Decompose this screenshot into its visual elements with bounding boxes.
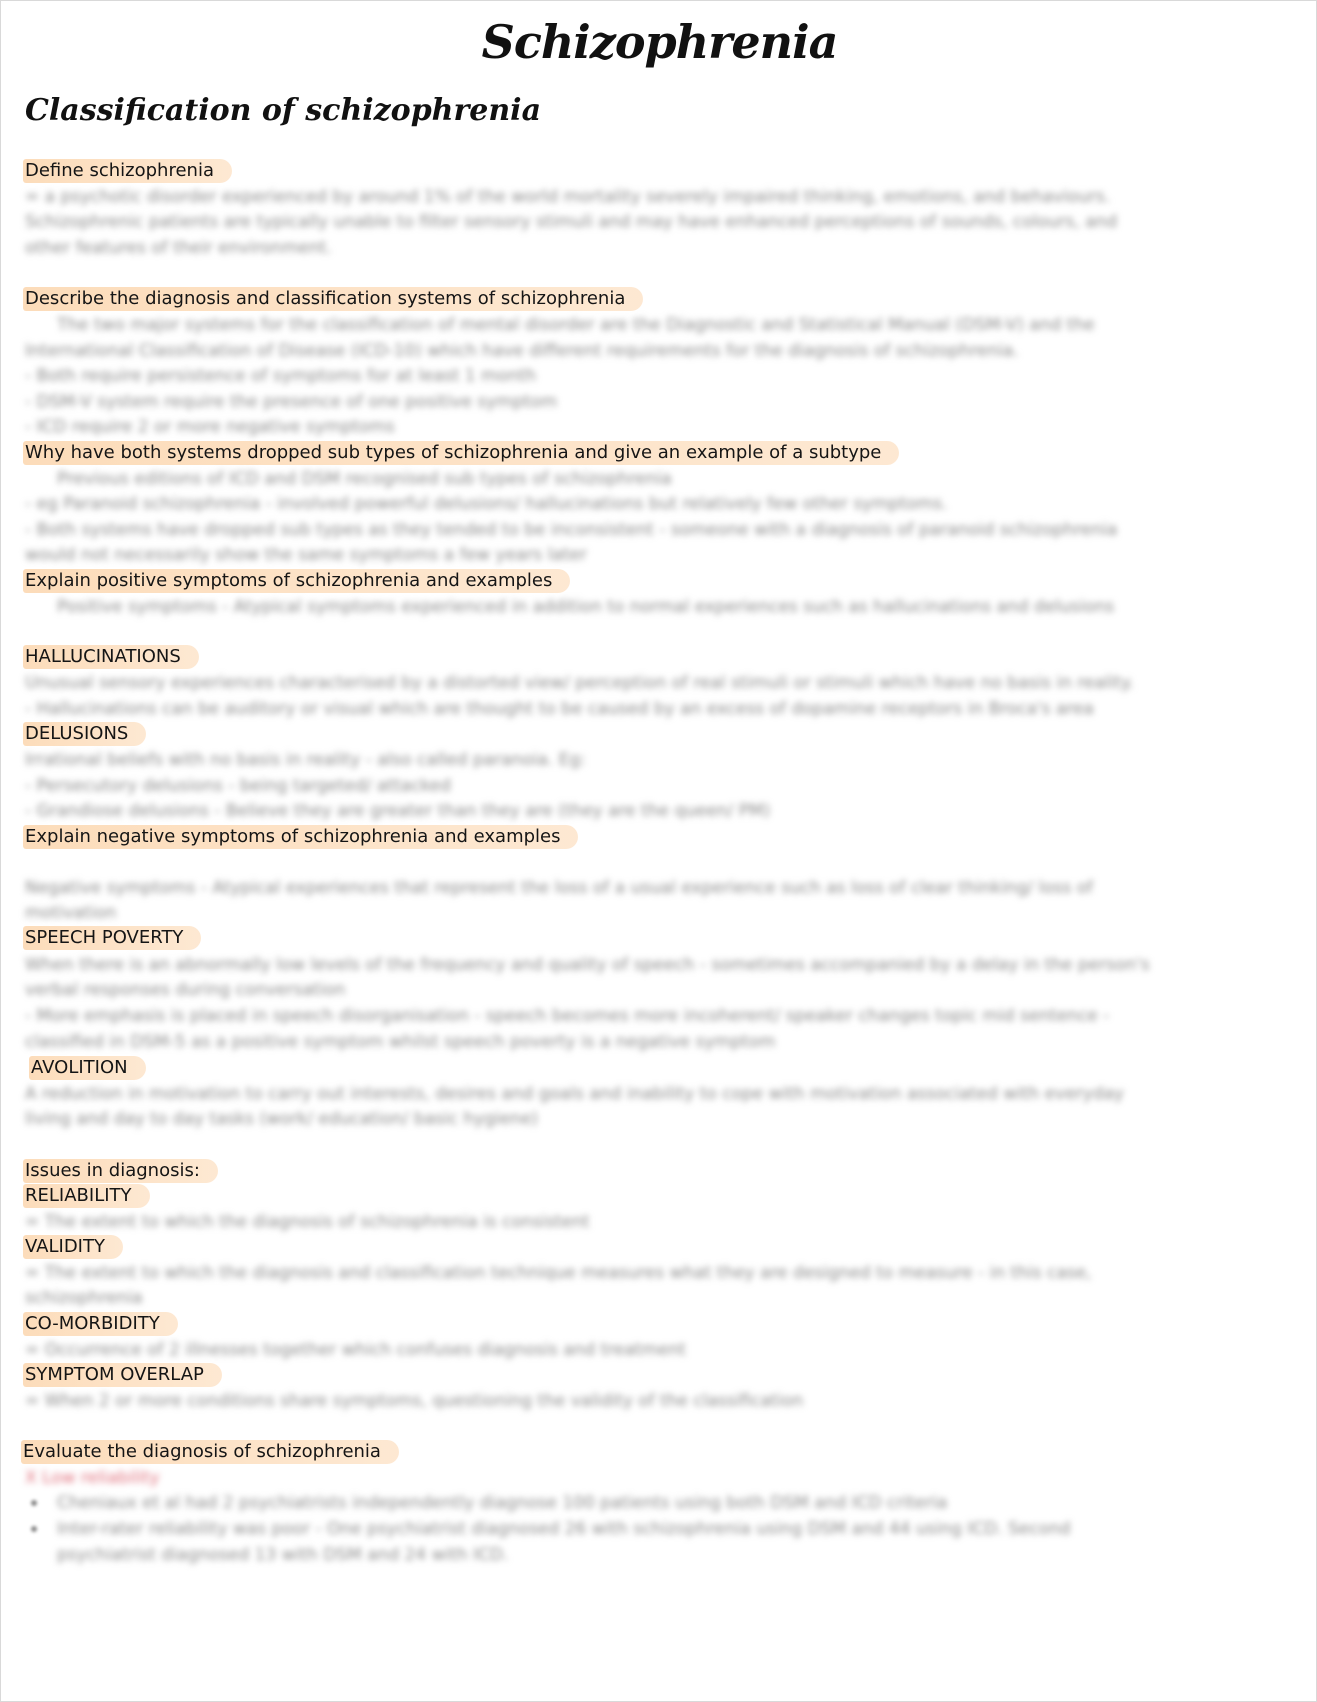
section-title: Classification of schizophrenia [25, 93, 542, 128]
blurred-text-line: - Persecutory delusions - being targeted/ attacked [25, 776, 451, 796]
heading-speech-poverty: SPEECH POVERTY [23, 926, 201, 950]
page-title: Schizophrenia [481, 15, 838, 69]
blurred-text-line: When there is an abnormally low levels of the frequency and quality of speech - sometimes accompanied by a delay in the person's [25, 955, 1150, 975]
blurred-text-line: living and day to day tasks (work/ education/ basic hygiene) [25, 1109, 539, 1129]
blurred-text-line: Inter-rater reliability was poor - One psychiatrist diagnosed 26 with schizophrenia using DSM and 44 using ICD. Second [57, 1519, 1071, 1539]
heading-hallucinations: HALLUCINATIONS [23, 645, 199, 669]
blurred-text-line: - Both systems have dropped sub types as they tended to be inconsistent - someone with a diagnosis of paranoid schizophrenia [25, 520, 1118, 540]
blurred-text-line: - Grandiose delusions - Believe they are greater than they are (they are the queen/ PM) [25, 801, 771, 821]
heading-negative-symptoms: Explain negative symptoms of schizophrenia and examples [23, 825, 578, 849]
heading-positive-symptoms: Explain positive symptoms of schizophrenia and examples [23, 569, 570, 593]
heading-define: Define schizophrenia [23, 159, 232, 183]
blurred-text-line: = The extent to which the diagnosis of schizophrenia is consistent [25, 1212, 590, 1232]
blurred-text-line: = The extent to which the diagnosis and classification technique measures what they are designed to measure - in this case, [25, 1263, 1092, 1283]
blurred-text-line: - Both require persistence of symptoms for at least 1 month [25, 366, 537, 386]
heading-subtypes: Why have both systems dropped sub types of schizophrenia and give an example of a subtype [23, 441, 899, 465]
blurred-text-line: = a psychotic disorder experienced by around 1% of the world mortality severely impaired thinking, emotions, and behaviours. [25, 187, 1111, 207]
bullet-dot [31, 1500, 37, 1506]
blurred-text-line: Unusual sensory experiences characterised by a distorted view/ perception of real stimuli or stimuli which have no basis in reality. [25, 673, 1134, 693]
blurred-text-line: psychiatrist diagnosed 13 with DSM and 24 with ICD. [57, 1545, 509, 1565]
blurred-text-line: The two major systems for the classification of mental disorder are the Diagnostic and Statistical Manual (DSM-V) and the [57, 315, 1095, 335]
heading-issues-in-diagnosis: Issues in diagnosis: [23, 1159, 218, 1183]
blurred-text-line: = Occurrence of 2 illnesses together which confuses diagnosis and treatment [25, 1340, 686, 1360]
blurred-text-line: would not necessarily show the same symptoms a few years later [25, 545, 587, 565]
blurred-text-line: Irrational beliefs with no basis in reality - also called paranoia. Eg: [25, 750, 586, 770]
heading-diagnosis-systems: Describe the diagnosis and classification systems of schizophrenia [23, 287, 643, 311]
blurred-text-line: - DSM-V system require the presence of one positive symptom [25, 392, 558, 412]
bullet-dot [31, 1526, 37, 1532]
blurred-text-line: - ICD require 2 or more negative symptoms [25, 417, 395, 437]
blurred-text-line: Schizophrenic patients are typically unable to filter sensory stimuli and may have enhanced perceptions of sounds, colours, and [25, 212, 1118, 232]
blurred-text-line: Positive symptoms - Atypical symptoms experienced in addition to normal experiences such as hallucinations and delusions [57, 597, 1115, 617]
heading-avolition: AVOLITION [29, 1056, 146, 1080]
blurred-text-line: motivation [25, 903, 117, 923]
blurred-text-line: International Classification of Disease (ICD-10) which have different requirements for the diagnosis of schizophrenia. [25, 341, 1019, 361]
blurred-text-line: - eg Paranoid schizophrenia - involved powerful delusions/ hallucinations but relatively few other symptoms. [25, 494, 948, 514]
heading-validity: VALIDITY [23, 1235, 123, 1259]
blurred-text-line: A reduction in motivation to carry out interests, desires and goals and inability to cope with motivation associated with everyday [25, 1084, 1124, 1104]
blurred-text-line: verbal responses during conversation [25, 980, 346, 1000]
blurred-text-line: = When 2 or more conditions share symptoms, questioning the validity of the classification [25, 1391, 804, 1411]
heading-co-morbidity: CO-MORBIDITY [23, 1312, 178, 1336]
blurred-text-line: - Hallucinations can be auditory or visual which are thought to be caused by an excess of dopamine receptors in Broca's area [25, 699, 1094, 719]
heading-reliability: RELIABILITY [23, 1184, 150, 1208]
heading-delusions: DELUSIONS [23, 722, 146, 746]
heading-symptom-overlap: SYMPTOM OVERLAP [23, 1363, 222, 1387]
blurred-text-line: other features of their environment. [25, 238, 332, 258]
blurred-text-line: Previous editions of ICD and DSM recognised sub types of schizophrenia [57, 469, 672, 489]
blurred-text-line: X Low reliability [25, 1468, 160, 1488]
blurred-text-line: - More emphasis is placed in speech disorganisation - speech becomes more incoherent/ speaker changes topic mid sentence - [25, 1006, 1110, 1026]
blurred-text-line: Negative symptoms - Atypical experiences that represent the loss of a usual experience such as loss of clear thinking/ loss of [25, 878, 1094, 898]
blurred-text-line: classified in DSM-5 as a positive symptom whilst speech poverty is a negative symptom [25, 1032, 776, 1052]
blurred-text-line: Cheniaux et al had 2 psychiatrists independently diagnose 100 patients using both DSM and ICD criteria [57, 1493, 948, 1513]
blurred-text-line: schizophrenia [25, 1288, 143, 1308]
heading-evaluate-diagnosis: Evaluate the diagnosis of schizophrenia [21, 1440, 399, 1464]
